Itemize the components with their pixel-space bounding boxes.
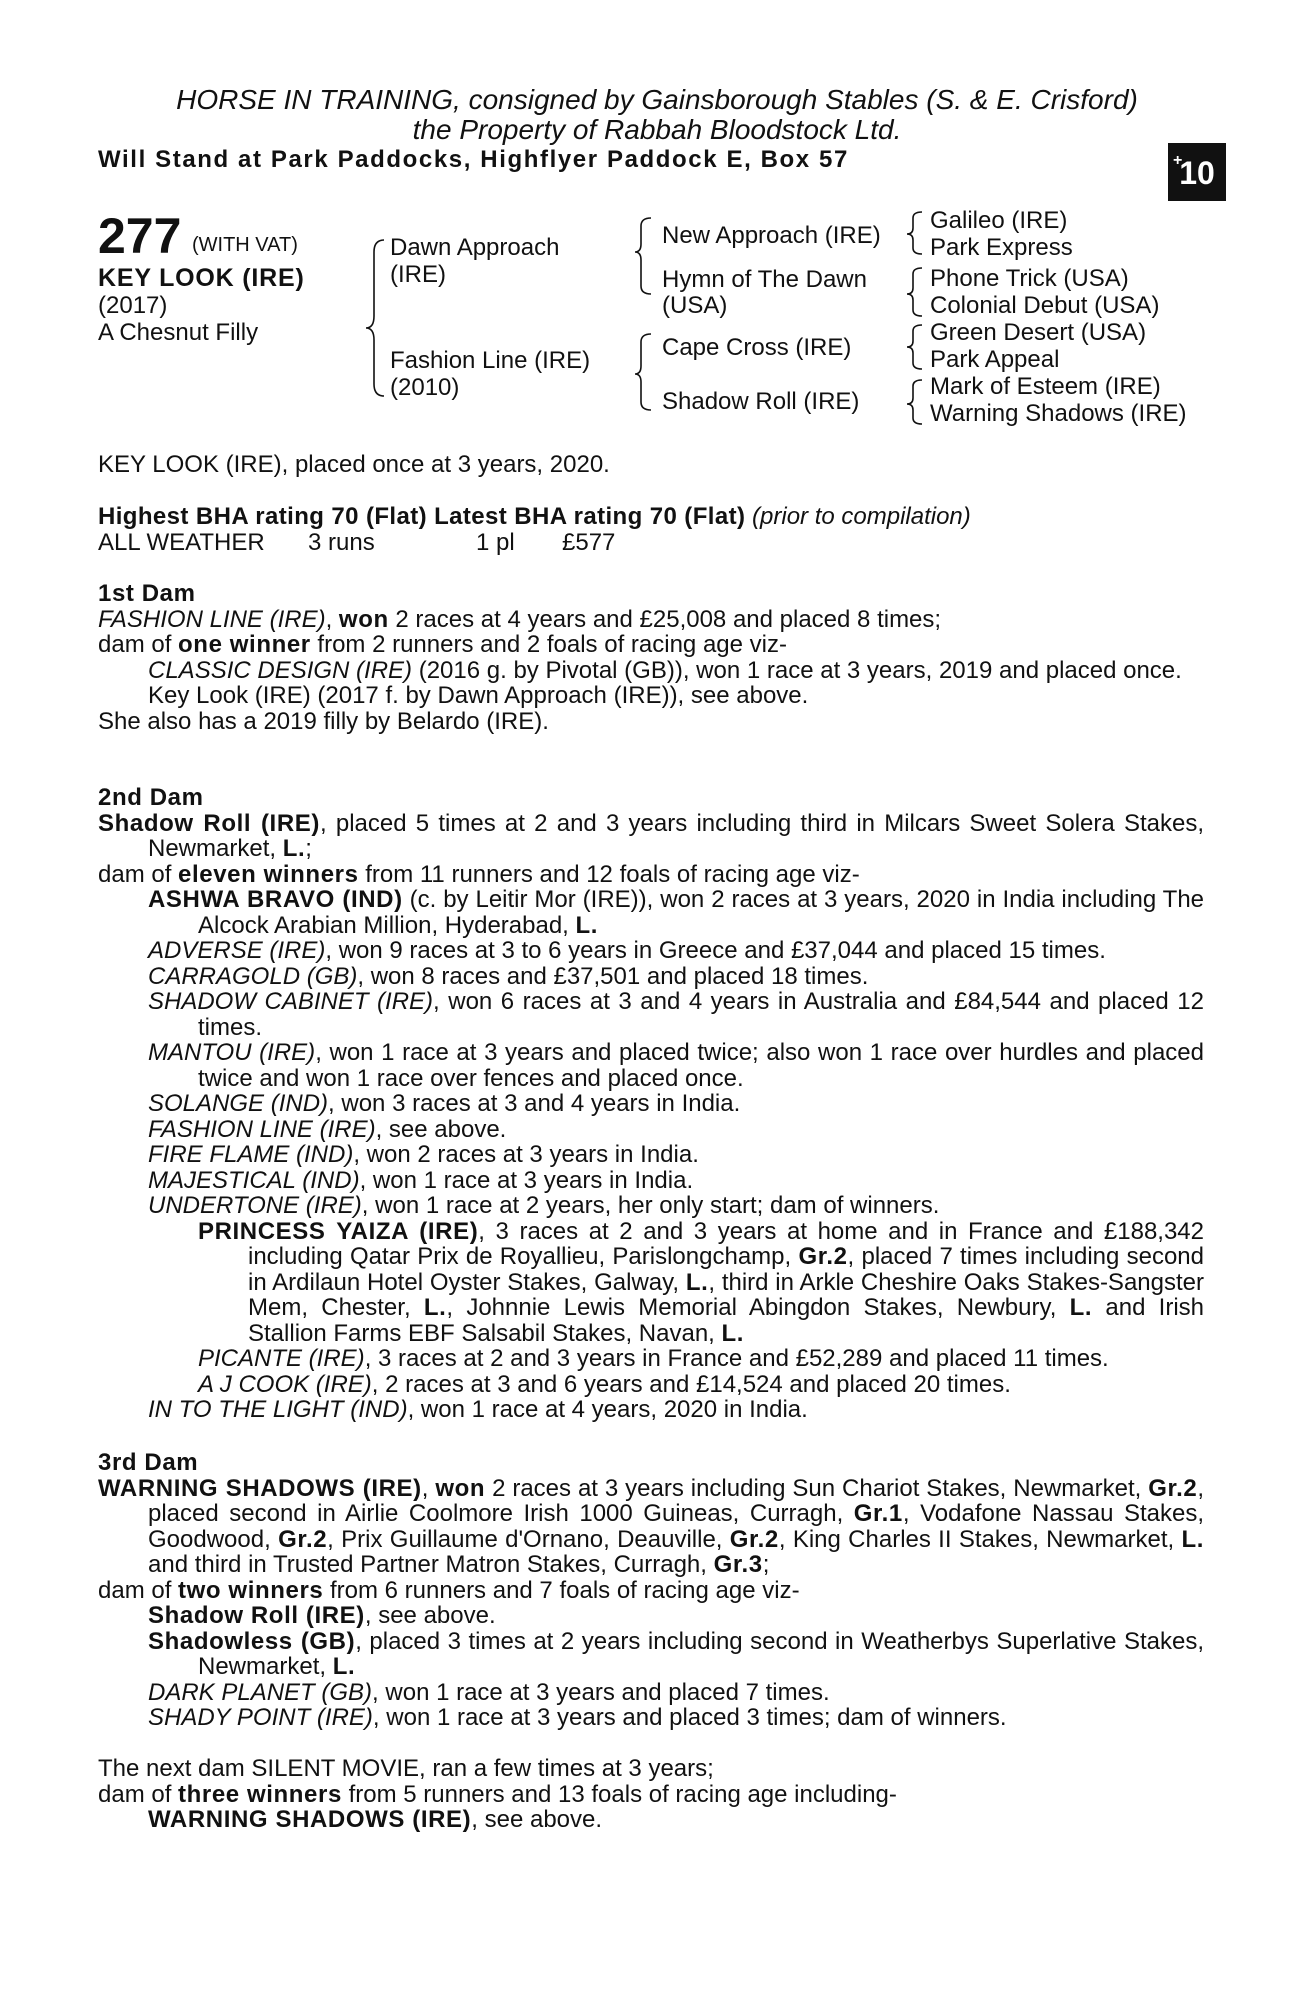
progeny-name: Shadow Roll (IRE) [148, 1602, 365, 1629]
listed-mark: L. [1181, 1525, 1205, 1553]
bha-rating [98, 503, 971, 531]
sire-country: (IRE) [390, 261, 446, 288]
progeny-text: , won 1 race at 3 years and placed 3 times; dam of winners. [372, 1704, 1007, 1731]
horse-year: (2017) [98, 292, 168, 319]
listed-mark: L. [1069, 1294, 1093, 1321]
third-dam-text: , King Charles II Stakes, Newmarket, [778, 1525, 1182, 1553]
grandprogeny-text: , Johnnie Lewis Memorial Abingdon Stakes, Newbury, [446, 1294, 1070, 1321]
third-dam-record: WARNING SHADOWS (IRE), won 2 races at 3 years including Sun Chariot Stakes, Newmarket, Gr.2, placed second in Airlie Coolmore Irish 1000 Guineas, Curragh, Gr.1, Vodafone Nassau Stakes, Goodwood, Gr.2, Prix Guillaume d'Ornano, Deauville, Gr.2, King Charles II Stakes, Newmarket, L. and third in Trusted Partner Matron Stakes, Curragh, Gr.3; [98, 1474, 1205, 1578]
third-dam-progeny-2 [98, 1629, 1204, 1680]
stand-location: Will Stand at Park Paddocks, Highflyer Paddock E, Box 57 [98, 146, 849, 173]
lot-number: 277 [98, 208, 182, 264]
third-dam-text: , Prix Guillaume d'Ornano, Deauville, [327, 1525, 730, 1553]
first-dam-won: won [338, 605, 389, 633]
progeny-name: SHADOW CABINET (IRE) [148, 988, 434, 1015]
grandprogeny-text: , 3 races at 2 and 3 years in France and £52,289 and placed 11 times. [364, 1345, 1109, 1372]
brace-g12 [907, 212, 922, 254]
progeny-name: MAJESTICAL (IND) [148, 1166, 360, 1194]
horse-description: A Chesnut Filly [98, 319, 259, 346]
sire: Dawn Approach [390, 234, 560, 261]
first-dam-also: She also has a 2019 filly by Belardo (IRE). [98, 707, 549, 735]
brace-g34 [907, 268, 922, 316]
third-dam-heading: 3rd Dam [98, 1449, 199, 1476]
progeny-name: UNDERTONE (IRE) [148, 1192, 362, 1219]
next-dam-section [98, 1756, 1204, 1833]
grandprogeny-text: and Irish Stallion Farms EBF Salsabil Stakes, Navan, [248, 1294, 1205, 1347]
second-dam-progeny-1 [98, 887, 1204, 938]
first-dam-produce [98, 632, 1204, 658]
first-dam-heading: 1st Dam [98, 580, 196, 607]
brace-g56 [907, 325, 922, 369]
progeny-text: , won 1 race at 4 years, 2020 in India. [407, 1396, 808, 1423]
grandprogeny-text: , third in Arkle Cheshire Oaks Stakes-Sangster Mem, Chester, [248, 1268, 1204, 1321]
dam-dam: Shadow Roll (IRE) [662, 388, 860, 415]
grandprogeny-name: PRINCESS YAIZA (IRE) [198, 1217, 479, 1245]
second-dam-section [98, 785, 1204, 1423]
first-dam-progeny-2: Key Look (IRE) (2017 f. by Dawn Approach (IRE)), see above. [148, 682, 809, 709]
third-dam-section [98, 1450, 1204, 1731]
first-dam-progeny-1 [98, 658, 1204, 684]
listed-mark: L. [282, 835, 306, 862]
next-dam-progeny-1 [98, 1807, 1204, 1833]
listed-mark: L. [332, 1653, 356, 1680]
first-dam-winners: one winner [178, 631, 311, 658]
listed-mark: L. [423, 1294, 447, 1321]
progeny-text: , see above. [471, 1806, 603, 1833]
race-summary: KEY LOOK (IRE), placed once at 3 years, 2020. [98, 451, 610, 478]
grandprogeny-name: A J COOK (IRE) [198, 1370, 372, 1398]
next-dam-dam-of: dam of [98, 1780, 179, 1808]
dam-year: (2010) [390, 374, 460, 401]
second-dam-record [98, 811, 1204, 862]
property-line: the Property of Rabbah Bloodstock Ltd. [412, 114, 902, 145]
progeny-name: IN TO THE LIGHT (IND) [148, 1396, 408, 1423]
grandparent-6: Park Appeal [930, 346, 1060, 373]
group-mark: Gr.2 [278, 1525, 328, 1553]
third-dam-text: and third in Trusted Partner Matron Stakes, Curragh, [148, 1551, 714, 1578]
second-dam-name: Shadow Roll (IRE) [98, 809, 320, 837]
brace-sire-parents [635, 218, 651, 294]
grandprogeny-name: PICANTE (IRE) [198, 1345, 365, 1372]
second-dam-grandprogeny-2 [98, 1346, 1204, 1372]
group-mark: Gr.1 [853, 1500, 903, 1527]
group-mark: Gr.2 [729, 1525, 779, 1553]
grandparent-4: Colonial Debut (USA) [930, 292, 1160, 319]
third-dam-text: ; [762, 1551, 770, 1578]
first-dam-dam-of: dam of [98, 631, 179, 658]
second-dam-progeny-8 [98, 1142, 1204, 1168]
next-dam-produce [98, 1782, 1204, 1808]
rating-note: (prior to compilation) [752, 503, 971, 530]
second-dam-produce [98, 862, 1204, 888]
second-dam-heading: 2nd Dam [98, 784, 204, 811]
second-dam-viz: from 11 runners and 12 foals of racing age viz- [358, 860, 860, 888]
sire-dam-country: (USA) [662, 292, 728, 319]
grandparent-1: Galileo (IRE) [930, 207, 1068, 234]
listed-mark: L. [575, 911, 599, 939]
third-dam-won: won [435, 1474, 486, 1502]
first-dam-record: FASHION LINE (IRE), won 2 races at 4 years and £25,008 and placed 8 times; [98, 605, 942, 633]
grandparent-8: Warning Shadows (IRE) [930, 400, 1187, 427]
progeny-text: , won 1 race at 2 years, her only start; dam of winners. [361, 1192, 940, 1219]
next-dam-viz: from 5 runners and 13 foals of racing age including- [341, 1780, 897, 1808]
second-dam-progeny-9 [98, 1168, 1204, 1194]
second-dam-progeny-3 [98, 964, 1204, 990]
second-dam-progeny-6 [98, 1091, 1204, 1117]
group-mark: Gr.2 [1148, 1474, 1198, 1502]
badge-number: 10 [1179, 155, 1215, 191]
progeny-text: , won 8 races and £37,501 and placed 18 times. [357, 962, 869, 990]
third-dam-name: WARNING SHADOWS (IRE) [98, 1474, 422, 1502]
progeny-text: , won 9 races at 3 to 6 years in Greece and £37,044 and placed 15 times. [325, 937, 1106, 964]
third-dam-text: , placed second in Airlie Coolmore Irish 1000 Guineas, Curragh, [148, 1474, 1204, 1527]
surface-label: ALL WEATHER [98, 529, 265, 556]
consignor-line: HORSE IN TRAINING, consigned by Gainsborough Stables (S. & E. Crisford) [176, 84, 1138, 115]
grandparent-5: Green Desert (USA) [930, 319, 1147, 346]
progeny-name: CLASSIC DESIGN (IRE) [148, 656, 413, 684]
second-dam-progeny-10 [98, 1193, 1204, 1219]
grandparent-7: Mark of Esteem (IRE) [930, 373, 1161, 400]
placed-count: 1 pl [476, 529, 515, 556]
second-dam-rest: , placed 5 times at 2 and 3 years including third in Milcars Sweet Solera Stakes, Newmarket, [148, 809, 1204, 862]
progeny-text: , won 1 race at 3 years and placed twice; also won 1 race over hurdles and placed twice and won 1 race over fences and placed once. [198, 1039, 1205, 1092]
progeny-name: Shadowless (GB) [148, 1627, 356, 1655]
progeny-name: SOLANGE (IND) [148, 1090, 329, 1117]
group-mark: Gr.3 [713, 1551, 763, 1578]
progeny-name: FASHION LINE (IRE) [148, 1115, 376, 1143]
progeny-name: MANTOU (IRE) [148, 1039, 316, 1066]
third-dam-winners: two winners [178, 1576, 324, 1604]
second-dam-grandprogeny-3 [98, 1372, 1204, 1398]
listed-mark: L. [685, 1268, 709, 1296]
next-dam-line: The next dam SILENT MOVIE, ran a few times at 3 years; [98, 1755, 714, 1782]
first-dam-section [98, 581, 1204, 734]
second-dam-winners: eleven winners [178, 860, 359, 888]
progeny-text: , placed 3 times at 2 years including second in Weatherbys Superlative Stakes, Newmarket, [198, 1627, 1204, 1680]
grandparent-3: Phone Trick (USA) [930, 265, 1129, 292]
group-mark: Gr.2 [798, 1243, 848, 1270]
dam: Fashion Line (IRE) [390, 347, 591, 374]
progeny-name: SHADY POINT (IRE) [148, 1704, 373, 1731]
brace-g78 [907, 380, 922, 424]
horse-name: KEY LOOK (IRE) [98, 264, 305, 292]
first-dam-viz: from 2 runners and 2 foals of racing age viz- [310, 631, 787, 658]
grandprogeny-text: , 2 races at 3 and 6 years and £14,524 and placed 20 times. [371, 1370, 1011, 1398]
third-dam-produce [98, 1578, 1204, 1604]
grandprogeny-text: , 3 races at 2 and 3 years at home and in France and £188,342 including Qatar Prix de Royallieu, Parislongchamp, [248, 1217, 1204, 1270]
second-dam-progeny-2 [98, 938, 1204, 964]
progeny-text: , won 3 races at 3 and 4 years in India. [328, 1090, 741, 1117]
second-dam-grandprogeny-1 [98, 1219, 1204, 1347]
first-dam-rest: 2 races at 4 years and £25,008 and placed 8 times; [388, 605, 942, 633]
progeny-name: DARK PLANET (GB) [148, 1678, 373, 1706]
grandprogeny-text: , placed 7 times including second in Ardilaun Hotel Oyster Stakes, Galway, [248, 1243, 1205, 1296]
second-dam-progeny-5 [98, 1040, 1204, 1091]
progeny-text: (2016 g. by Pivotal (GB)), won 1 race at 3 years, 2019 and placed once. [412, 656, 1182, 684]
brace-sire-dam [366, 240, 384, 396]
progeny-text: , see above. [364, 1602, 496, 1629]
second-dam-progeny-4 [98, 989, 1204, 1040]
progeny-text: , won 1 race at 3 years in India. [359, 1166, 694, 1194]
second-dam-dam-of: dam of [98, 860, 179, 888]
progeny-text: , won 2 races at 3 years in India. [353, 1141, 699, 1168]
third-dam-progeny-1 [98, 1603, 1204, 1629]
third-dam-text: , Vodafone Nassau Stakes, Goodwood, [148, 1500, 1204, 1553]
third-dam-progeny-4 [98, 1705, 1204, 1731]
third-dam-progeny-3 [98, 1680, 1204, 1706]
earnings: £577 [562, 529, 616, 556]
progeny-name: ADVERSE (IRE) [148, 937, 326, 964]
next-dam-winners: three winners [178, 1780, 342, 1808]
rating-text: Highest BHA rating 70 (Flat) Latest BHA rating 70 (Flat) [98, 503, 746, 530]
third-dam-dam-of: dam of [98, 1576, 179, 1604]
sire-dam: Hymn of The Dawn [662, 266, 867, 293]
progeny-name: WARNING SHADOWS (IRE) [148, 1806, 472, 1833]
third-dam-text: 2 races at 3 years including Sun Chariot Stakes, Newmarket, [485, 1474, 1149, 1502]
progeny-name: CARRAGOLD (GB) [148, 962, 358, 990]
second-dam-progeny-7 [98, 1117, 1204, 1143]
progeny-text: , won 6 races at 3 and 4 years in Australia and £84,544 and placed 12 times. [198, 988, 1204, 1041]
progeny-name: FIRE FLAME (IND) [148, 1141, 354, 1168]
grandparent-2: Park Express [930, 234, 1073, 261]
badge-plus: + [1173, 152, 1183, 169]
third-dam-viz: from 6 runners and 7 foals of racing age viz- [323, 1576, 800, 1604]
second-dam-end: ; [305, 835, 312, 862]
runs-count: 3 runs [308, 529, 375, 556]
progeny-text: (c. by Leitir Mor (IRE)), won 2 races at 3 years, 2020 in India including The Alcock Arabian Million, Hyderabad, [198, 886, 1205, 939]
dam-sire: Cape Cross (IRE) [662, 334, 852, 361]
vat-label: (WITH VAT) [192, 234, 298, 256]
progeny-text: , see above. [375, 1115, 507, 1143]
progeny-text: , won 1 race at 3 years and placed 7 times. [372, 1678, 830, 1706]
brace-dam-parents [635, 334, 651, 410]
first-dam-name: FASHION LINE (IRE) [98, 605, 326, 633]
listed-mark: L. [721, 1319, 745, 1347]
second-dam-progeny-11 [98, 1397, 1204, 1423]
progeny-name: ASHWA BRAVO (IND) [148, 886, 403, 913]
sire-sire: New Approach (IRE) [662, 222, 881, 249]
